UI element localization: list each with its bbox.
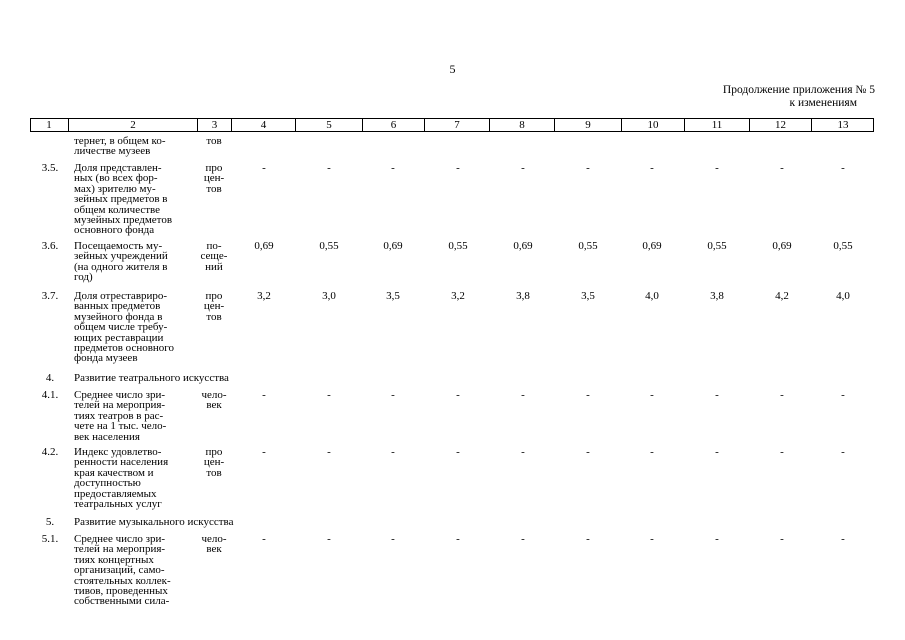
unit-cell: чело- век (201, 389, 227, 412)
value-cell: - (262, 389, 266, 401)
value-cell: 3,2 (257, 290, 271, 302)
value-cell: - (780, 162, 784, 174)
value-cell: - (327, 162, 331, 174)
header-cell: 4 (231, 119, 295, 131)
value-cell: 0,55 (448, 240, 468, 252)
value-cell: - (780, 389, 784, 401)
value-cell: 3,8 (710, 290, 724, 302)
value-cell: - (262, 162, 266, 174)
value-cell: - (841, 446, 845, 458)
value-cell: - (327, 389, 331, 401)
indicator-name: Доля отреставриро- ванных предметов музейного фонда в общем числе требу- ющих реставрации предметов основного фонда музеев (74, 290, 175, 365)
value-cell: - (521, 446, 525, 458)
row-number: 4.2. (41, 446, 59, 458)
row-number: 3.6. (41, 240, 59, 252)
value-cell: - (391, 389, 395, 401)
value-cell: - (456, 446, 460, 458)
header-cell: 7 (424, 119, 489, 131)
row-number: 3.7. (41, 290, 59, 302)
value-cell: 3,0 (322, 290, 336, 302)
value-cell: - (586, 389, 590, 401)
header-cell: 13 (811, 119, 874, 131)
value-cell: - (262, 446, 266, 458)
indicator-name: Среднее число зри- телей на мероприя- тиях концертных организаций, само- стоятельных коллек- тивов, проведенных собственными сила- (74, 533, 171, 608)
value-cell: - (586, 162, 590, 174)
row-number: 3.5. (41, 162, 59, 174)
value-cell: 4,0 (645, 290, 659, 302)
unit-cell: тов (206, 135, 222, 147)
header-cell: 8 (489, 119, 554, 131)
row-number: 4. (45, 372, 55, 384)
unit-cell: чело- век (201, 533, 227, 556)
value-cell: - (780, 446, 784, 458)
value-cell: 0,55 (833, 240, 853, 252)
value-cell: - (650, 389, 654, 401)
value-cell: 0,69 (513, 240, 533, 252)
value-cell: - (521, 533, 525, 545)
value-cell: - (586, 446, 590, 458)
value-cell: - (521, 162, 525, 174)
header-cell: 1 (46, 119, 52, 131)
value-cell: 4,2 (775, 290, 789, 302)
value-cell: 0,69 (642, 240, 662, 252)
value-cell: 0,55 (319, 240, 339, 252)
indicator-name: Развитие музыкального искусства (74, 516, 234, 528)
value-cell: - (586, 533, 590, 545)
row-number: 4.1. (41, 389, 59, 401)
header-cell: 9 (554, 119, 621, 131)
indicator-name: Посещаемость му- зейных учреждений (на одного жителя в год) (74, 240, 168, 284)
value-cell: - (715, 389, 719, 401)
indicator-name: Индекс удовлетво- ренности населения края качеством и доступностью предоставляемых театральных услуг (74, 446, 169, 511)
row-number: 5.1. (41, 533, 59, 545)
indicator-name: Доля представлен- ных (во всех фор- мах) зрителю му- зейных предметов в общем количестве музейных предметов основного фонда (74, 162, 173, 237)
header-cell: 2 (68, 119, 197, 131)
value-cell: - (521, 389, 525, 401)
value-cell: 0,55 (578, 240, 598, 252)
value-cell: - (327, 446, 331, 458)
value-cell: - (841, 533, 845, 545)
value-cell: 4,0 (836, 290, 850, 302)
continuation-note (723, 84, 875, 110)
header-cell: 3 (197, 119, 231, 131)
indicator-name: тернет, в общем ко- личестве музеев (74, 135, 166, 158)
unit-cell: про цен- тов (203, 446, 225, 479)
value-cell: - (650, 533, 654, 545)
value-cell: - (456, 533, 460, 545)
header-cell: 10 (621, 119, 684, 131)
continuation-line-2: к изменениям (789, 97, 857, 109)
value-cell: - (841, 162, 845, 174)
value-cell: - (391, 446, 395, 458)
value-cell: - (841, 389, 845, 401)
value-cell: - (391, 533, 395, 545)
value-cell: - (327, 533, 331, 545)
unit-cell: по- сеще- ний (200, 240, 228, 273)
value-cell: - (715, 446, 719, 458)
indicator-name: Среднее число зри- телей на мероприя- тиях театров в рас- чете на 1 тыс. чело- век населения (74, 389, 167, 443)
value-cell: - (650, 446, 654, 458)
value-cell: 3,8 (516, 290, 530, 302)
row-number: 5. (45, 516, 55, 528)
header-cell: 12 (749, 119, 811, 131)
value-cell: 3,2 (451, 290, 465, 302)
indicator-name: Развитие театрального искусства (74, 372, 229, 384)
value-cell: - (262, 533, 266, 545)
value-cell: 3,5 (581, 290, 595, 302)
value-cell: - (650, 162, 654, 174)
value-cell: 0,69 (254, 240, 274, 252)
unit-cell: про цен- тов (203, 162, 225, 195)
unit-cell: про цен- тов (203, 290, 225, 323)
value-cell: - (715, 162, 719, 174)
value-cell: - (456, 162, 460, 174)
value-cell: 0,69 (383, 240, 403, 252)
value-cell: 0,55 (707, 240, 727, 252)
value-cell: 0,69 (772, 240, 792, 252)
header-cell: 6 (362, 119, 424, 131)
value-cell: - (456, 389, 460, 401)
header-cell: 11 (684, 119, 749, 131)
value-cell: - (391, 162, 395, 174)
table-header-row (30, 118, 874, 132)
value-cell: - (715, 533, 719, 545)
continuation-line-1: Продолжение приложения № 5 (722, 84, 875, 96)
value-cell: 3,5 (386, 290, 400, 302)
page-number: 5 (449, 62, 456, 76)
value-cell: - (780, 533, 784, 545)
header-cell: 5 (295, 119, 362, 131)
